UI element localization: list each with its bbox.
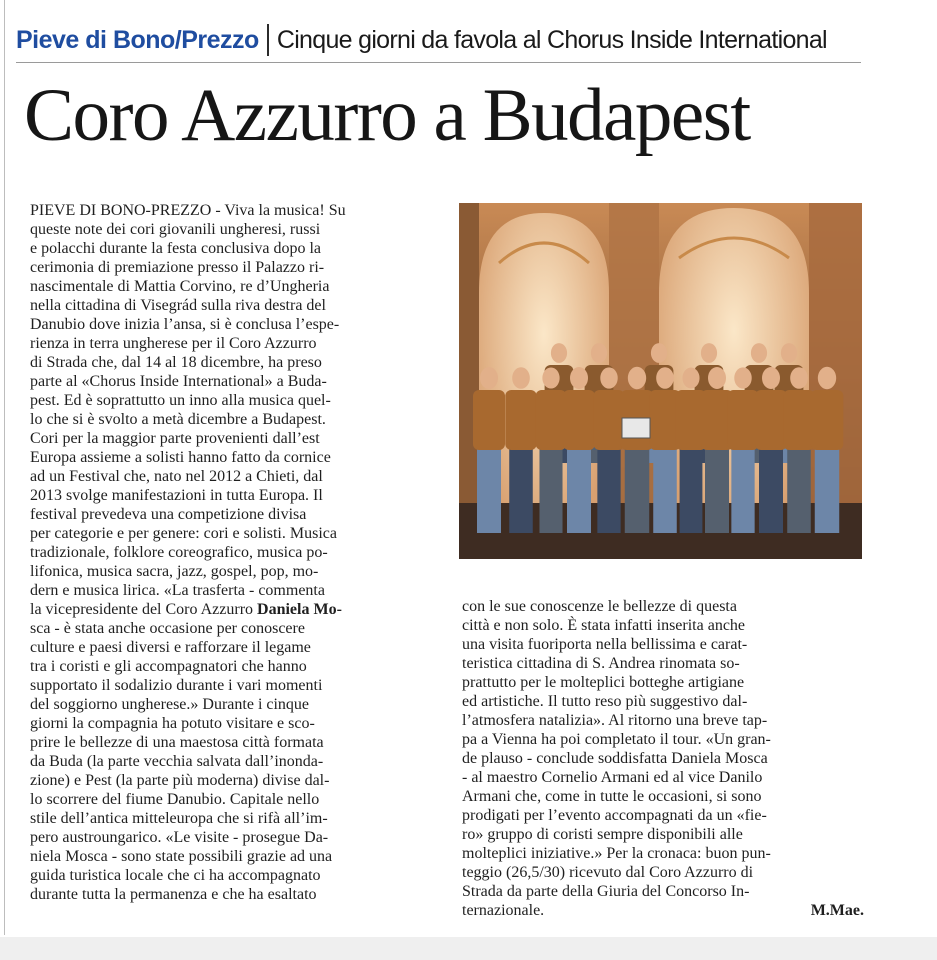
left-line: Cori per la maggior parte provenienti dall’est [30,430,320,447]
left-line: rienza in terra ungherese per il Coro Azzurro [30,335,317,352]
right-line: l’atmosfera natalizia». Al ritorno una breve tap- [462,712,768,729]
left-line: 2013 svolge manifestazioni in tutta Europa. Il [30,487,323,504]
choir-member [676,368,706,533]
right-line: città e non solo. È stata infatti inserita anche [462,617,746,634]
left-line: dern e musica lirica. «La trasferta - commenta [30,582,325,599]
kicker-underline [16,62,861,63]
left-line: tradizionale, folklore coreografico, musica po- [30,544,328,561]
left-line: di Strada che, dal 14 al 18 dicembre, ha preso [30,354,322,371]
left-line: del soggiorno ungherese.» Durante i cinque [30,696,310,713]
right-line: ro» gruppo di coristi sempre disponibili alle [462,826,743,843]
right-line: - al maestro Cornelio Armani ed al vice Danilo [462,769,763,786]
left-line: nella cittadina di Visegrád sulla riva destra del [30,297,326,314]
certificate-icon [622,418,650,438]
left-line: parte al «Chorus Inside International» a Buda- [30,373,327,390]
left-line: da Buda (la parte vecchia salvata dall’inonda- [30,753,324,770]
choir-member [473,367,505,533]
left-line: queste note dei cori giovanili ungheresi, russi [30,221,321,238]
author-signature: M.Mae. [810,902,864,919]
choir-member [755,367,787,533]
left-line: lo che si è svolto a metà dicembre a Budapest. [30,411,326,428]
right-line: ed artistiche. Il tutto reso più suggestivo dal- [462,693,748,710]
kicker-subtitle: Cinque giorni da favola al Chorus Inside International [276,25,827,54]
left-line: zione) e Pest (la parte più moderna) divise dal- [30,772,330,789]
choir-photo-icon [459,203,862,559]
right-line: molteplici iniziative.» Per la cronaca: buon pun- [462,845,771,862]
left-line: supportato il sodalizio durante i vari momenti [30,677,323,694]
right-line: prodigati per l’evento accompagnati da un «fie- [462,807,767,824]
choir-member [563,367,595,533]
right-line: una visita fuoriporta nella bellissima e carat- [462,636,748,653]
left-line: ad un Festival che, nato nel 2012 a Chieti, dal [30,468,323,485]
left-line: pest. Ed è soprattutto un inno alla musica quel- [30,392,331,409]
page-edge-rule [4,0,5,935]
left-line: Danubio dove inizia l’ansa, si è conclusa l’espe- [30,316,340,333]
left-line: tra i coristi e gli accompagnatori che hanno [30,658,307,675]
left-line: lifonica, musica sacra, jazz, gospel, pop, mo- [30,563,319,580]
bottom-band [0,937,937,960]
left-line: prire le bellezze di una maestosa città formata [30,734,324,751]
choir-member [536,367,567,533]
kicker-separator [267,24,269,56]
left-line: Europa assieme a solisti hanno fatto da cornice [30,449,331,466]
left-line: per categorie e per genere: cori e solisti. Musica [30,525,337,542]
right-line: ternazionale. M.Mae. [462,902,864,919]
right-line: pa a Vienna ha poi completato il tour. «Un gran- [462,731,771,748]
choir-member [649,367,680,533]
left-line: giorni la compagnia ha potuto visitare e sco- [30,715,315,732]
article-left-column [30,201,432,904]
left-line: guida turistica locale che ci ha accompagnato [30,867,321,884]
choir-member [621,367,654,533]
choir-member [811,367,844,533]
right-line: Armani che, come in tutte le occasioni, si sono [462,788,762,805]
right-line: teggio (26,5/30) ricevuto dal Coro Azzurro di [462,864,754,881]
left-line: e polacchi durante la festa conclusiva dopo la [30,240,321,257]
left-line: durante tutta la permanenza e che ha esaltato [30,886,317,903]
left-line: niela Mosca - sono state possibili grazie ad una [30,848,333,865]
left-line: lo scorrere del fiume Danubio. Capitale nello [30,791,320,808]
left-line: pero austroungarico. «Le visite - prosegue Da- [30,829,329,846]
choir-member [783,367,814,533]
article-headline: Coro Azzurro a Budapest [24,74,750,157]
left-line: la vicepresidente del Coro Azzurro Daniela Mo- [30,601,342,618]
right-line: de plauso - conclude soddisfatta Daniela Mosca [462,750,768,767]
kicker-place: Pieve di Bono/Prezzo [16,25,259,54]
choir-member [505,367,536,533]
right-line: teristica cittadina di S. Andrea rinomata so- [462,655,740,672]
left-line: nascimentale di Mattia Corvino, re d’Ungheria [30,278,330,295]
left-line: stile dell’antica mitteleuropa che si rifà all’im- [30,810,328,827]
right-line: con le sue conoscenze le bellezze di questa [462,598,737,615]
left-line: culture e paesi diversi e rafforzare il legame [30,639,311,656]
article-kicker [16,20,866,60]
choir-photo [459,203,862,559]
choir-member [593,367,624,533]
left-line: festival prevedeva una competizione divisa [30,506,307,523]
left-line: sca - è stata anche occasione per conoscere [30,620,305,637]
choir-member [701,367,733,533]
left-line: PIEVE DI BONO-PREZZO - Viva la musica! Su [30,202,346,219]
left-line: cerimonia di premiazione presso il Palazzo ri- [30,259,325,276]
right-line: Strada da parte della Giuria del Concorso In- [462,883,750,900]
quoted-name: Daniela Mo- [257,601,342,618]
article-right-column [462,597,864,920]
right-line: prattutto per le molteplici botteghe artigiane [462,674,745,691]
choir-member [727,367,758,533]
